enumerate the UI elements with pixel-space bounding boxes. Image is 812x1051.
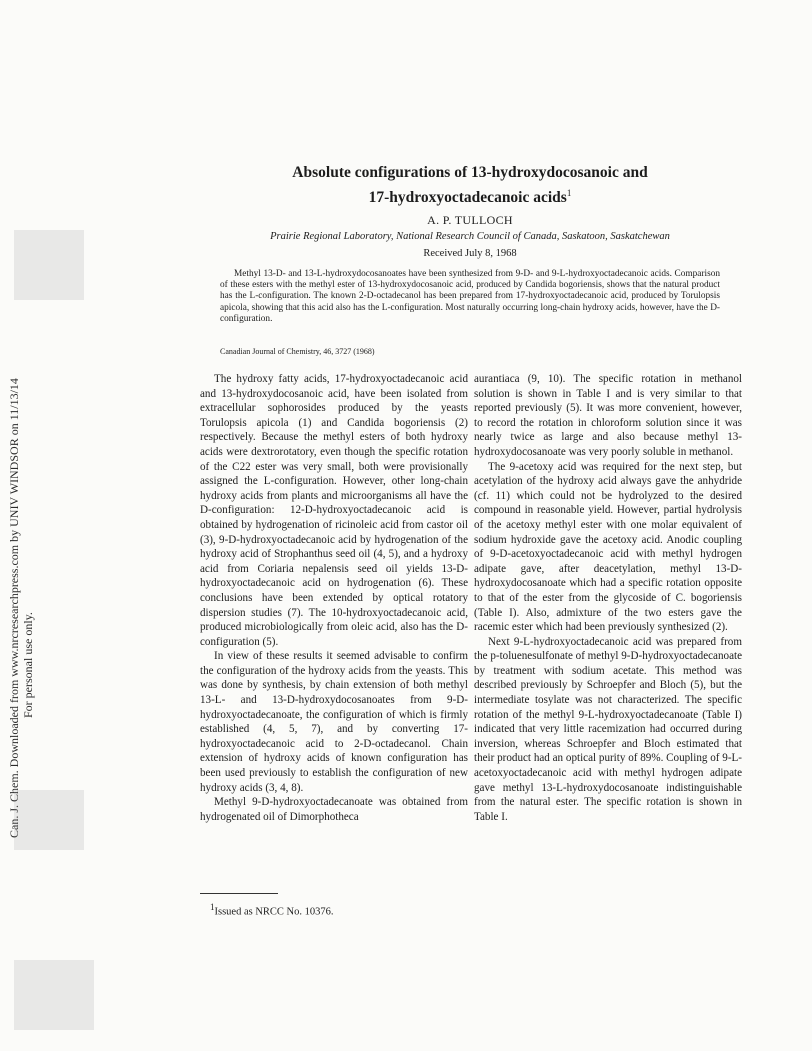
download-notice	[8, 378, 35, 838]
download-line: Can. J. Chem. Downloaded from www.nrcresearchpress.com by UNIV WINDSOR on 11/13/14	[7, 378, 21, 838]
body-paragraph: The 9-acetoxy acid was required for the next step, but acetylation of the hydroxy acid always gave the anhydride (cf. 11) which could not be hydrolyzed to the desired compound in reasonable yield. However, partial hydrolysis of the acetoxy methyl ester with one molar equivalent of sodium hydroxide gave the acetoxy acid. Anodic coupling of 9-D-acetoxyoctadecanoic acid with methyl hydrogen adipate gave, after deacetylation, methyl 13-D-hydroxydocosanoate which had a specific rotation opposite to that of the ester from the glycoside of C. bogoriensis (Table I). Also, admixture of the two esters gave the racemic ester which had been previously synthesized (2).	[474, 460, 742, 634]
body-paragraph: The hydroxy fatty acids, 17-hydroxyoctadecanoic acid and 13-hydroxydocosanoic acid, have been isolated from extracellular sophorosides produced by the yeasts Torulopsis apicola (1) and Candida bogoriensis (2) respectively. Because the methyl esters of both hydroxy acids were dextrorotatory, even though the specific rotation of the C22 ester was very small, both were provisionally assigned the L-configuration. However, other long-chain hydroxy acids from plants and microorganisms all have the D-configuration: 12-D-hydroxyoctadecanoic acid is obtained by hydrogenation of ricinoleic acid from castor oil (3), 9-D-hydroxyoctadecanoic acid by hydrogenation of the hydroxy acid of Strophanthus seed oil (4, 5), and a hydroxy acid from Coriaria nepalensis seed oil yields 13-D-hydroxyoctadecanoic acid on hydrogenation (6). These conclusions have been extended by optical rotatory dispersion studies (7). The 10-hydroxyoctadecanoic acid, produced microbiologically from oleic acid, also has the D-configuration (5).	[200, 373, 468, 648]
body-paragraph: Next 9-L-hydroxyoctadecanoic acid was prepared from the p-toluenesulfonate of methyl 9-D-hydroxyoctadecanoate by treatment with sodium acetate. This method was described previously by Schroepfer and Bloch (5), but the intermediate tosylate was not characterized. The specific rotation of the methyl 9-L-hydroxyoctadecanoate (Table I) indicated that very little racemization had occurred during inversion, whereas Schroepfer and Bloch estimated that their product had an optical purity of 89%. Coupling of 9-L-acetoxyoctadecanoic acid with methyl hydrogen adipate gave methyl 13-L-hydroxydocosanoate indistinguishable from the natural ester. The specific rotation is shown in Table I.	[474, 635, 742, 823]
body-paragraph: Methyl 9-D-hydroxyoctadecanoate was obtained from hydrogenated oil of Dimorphotheca	[200, 796, 468, 823]
footnote	[200, 902, 334, 918]
personal-use-line: For personal use only.	[20, 612, 35, 718]
body-paragraph: aurantiaca (9, 10). The specific rotation in methanol solution is shown in Table I and is very similar to that reported previously (5). It was more convenient, however, to record the rotation in chloroform solution since it was nearly twice as large and also because methyl 13-hydroxydocosanoate was very poorly soluble in methanol.	[474, 373, 742, 458]
download-watermark	[0, 0, 40, 1051]
title-footnote-mark: 1	[566, 188, 572, 198]
title-line-2: 17-hydroxyoctadecanoic acids	[368, 189, 567, 207]
footnote-text: Issued as NRCC No. 10376.	[214, 906, 334, 918]
scan-noise	[14, 790, 84, 850]
author-name: A. P. TULLOCH	[427, 213, 513, 227]
author-affiliation: Prairie Regional Laboratory, National Research Council of Canada, Saskatoon, Saskatchewan	[270, 231, 670, 242]
scan-noise	[14, 960, 94, 1030]
footnote-divider	[200, 893, 278, 894]
article-title	[190, 163, 750, 208]
scan-noise	[14, 230, 84, 300]
body-column-left	[200, 372, 468, 824]
body-column-right	[474, 372, 742, 824]
footnote-mark: 1	[210, 902, 215, 912]
journal-citation: Canadian Journal of Chemistry, 46, 3727 (1968)	[220, 347, 375, 356]
abstract: Methyl 13-D- and 13-L-hydroxydocosanoates have been synthesized from 9-D- and 9-L-hydroxyoctadecanoic acids. Comparison of these esters with the methyl ester of 13-hydroxydocosanoic acid, produced by Candida bogoriensis, shows that the natural product has the L-configuration. The known 2-D-octadecanol has been prepared from 17-hydroxyoctadecanoic acid, produced by Torulopsis apicola, showing that this acid also has the L-configuration. Most naturally occurring long-chain hydroxy acids, however, have the D-configuration.	[220, 269, 720, 324]
received-date: Received July 8, 1968	[423, 248, 517, 259]
title-line-1: Absolute configurations of 13-hydroxydocosanoic and	[292, 164, 648, 181]
body-paragraph: In view of these results it seemed advisable to confirm the configuration of the hydroxy acids from the yeasts. This was done by synthesis, by chain extension of both methyl 13-L- and 13-D-hydroxydocosanoates from 9-D-hydroxyoctadecanoate, the configuration of which is firmly established (4, 5, 7), and by converting 17-hydroxyoctadecanoic acid to 2-D-octadecanol. Chain extension of hydroxy acids of known configuration has been used previously to establish the configuration of new hydroxy acids (3, 4, 8).	[200, 650, 468, 794]
